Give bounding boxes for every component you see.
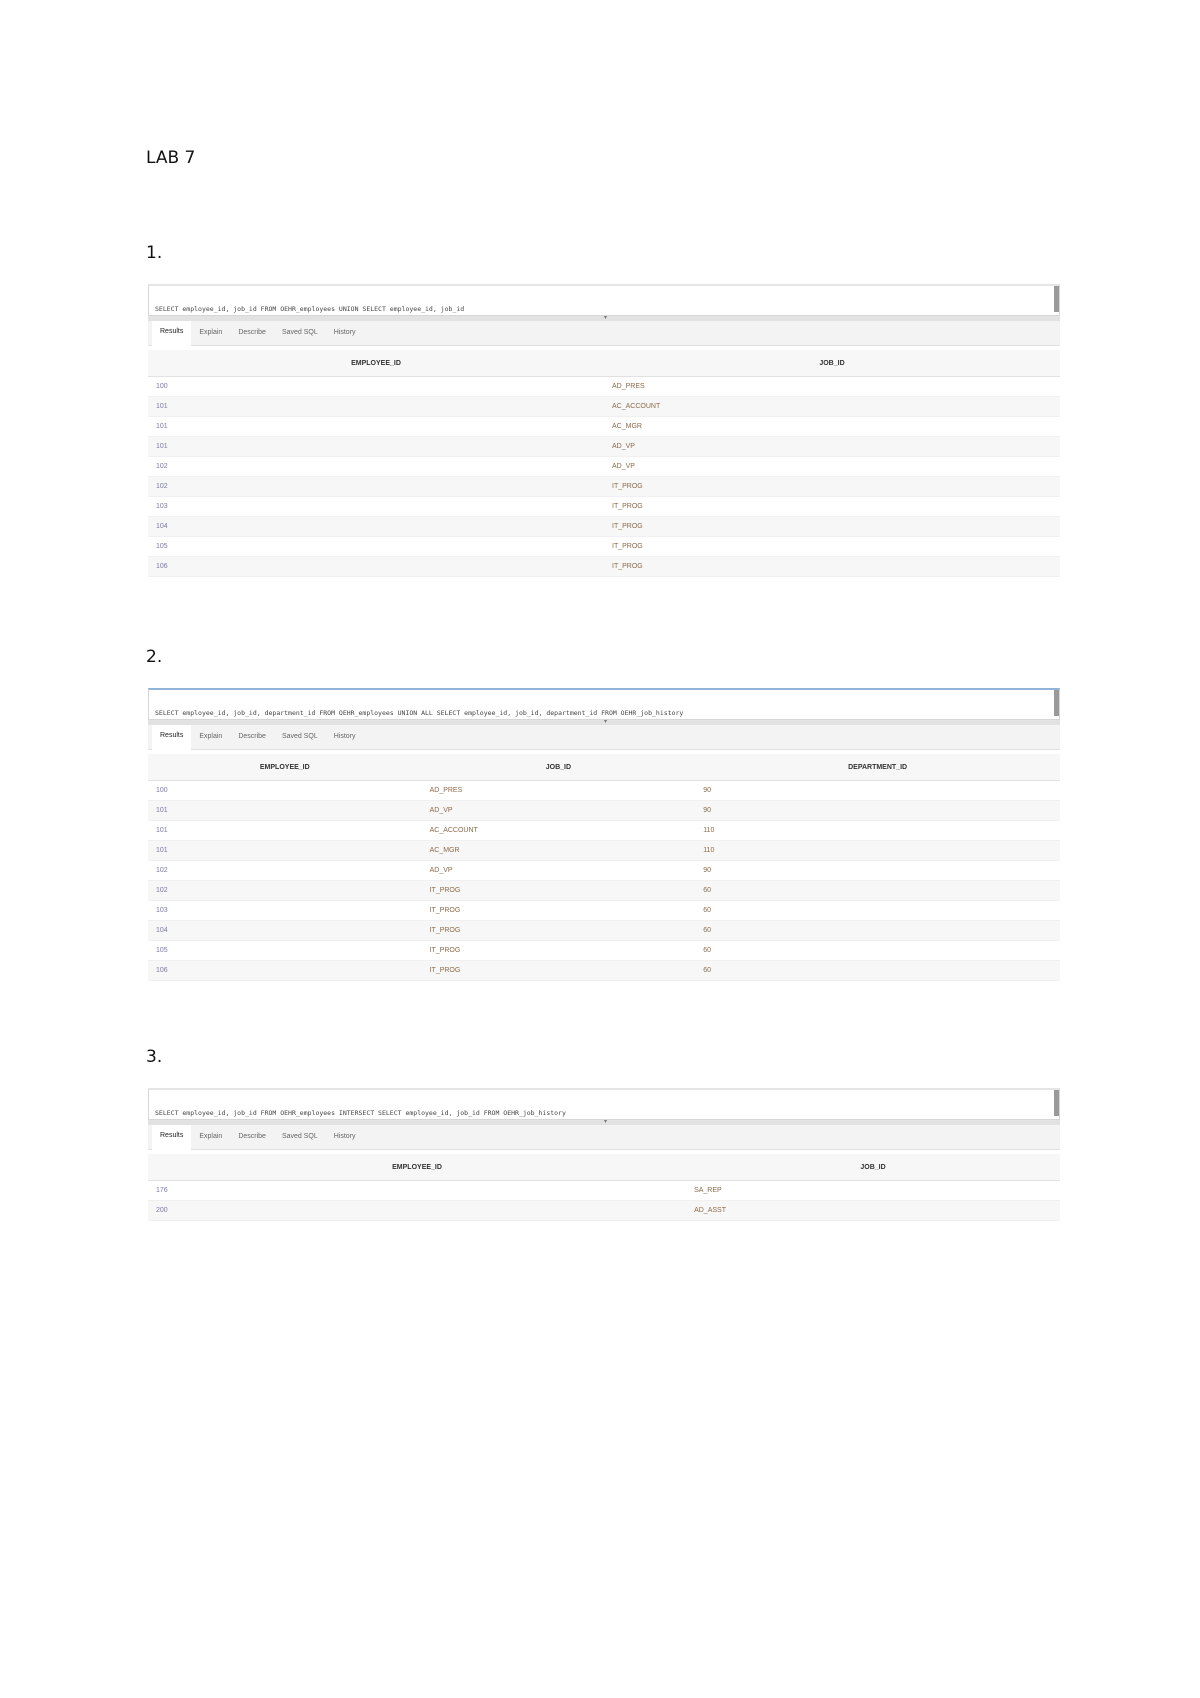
table-row	[148, 881, 1060, 901]
tab-results[interactable]: Results	[152, 320, 191, 346]
table-cell: IT_PROG	[422, 961, 696, 981]
table-cell: 101	[148, 801, 422, 821]
table-cell: 60	[695, 881, 1060, 901]
table-row	[148, 397, 1060, 417]
table-row	[148, 557, 1060, 577]
table-row	[148, 821, 1060, 841]
table-cell: 106	[148, 961, 422, 981]
table-cell: 106	[148, 557, 604, 577]
table-cell: 100	[148, 781, 422, 801]
column-header[interactable]: DEPARTMENT_ID	[695, 754, 1060, 781]
document-title: LAB 7	[146, 148, 196, 168]
table-row	[148, 497, 1060, 517]
tab-explain[interactable]: Explain	[199, 1133, 223, 1140]
table-row	[148, 801, 1060, 821]
tab-saved-sql[interactable]: Saved SQL	[281, 1133, 318, 1140]
table-cell: 102	[148, 477, 604, 497]
table-row	[148, 1181, 1060, 1201]
table-row	[148, 781, 1060, 801]
table-cell: AD_VP	[604, 457, 1060, 477]
table-cell: AD_PRES	[422, 781, 696, 801]
tab-history[interactable]: History	[333, 1133, 356, 1140]
editor-scrollbar[interactable]	[1054, 1090, 1059, 1116]
table-cell: AD_VP	[604, 437, 1060, 457]
table-cell: 101	[148, 437, 604, 457]
result-tabs	[148, 725, 1060, 750]
table-cell: IT_PROG	[422, 921, 696, 941]
table-row	[148, 961, 1060, 981]
tab-history[interactable]: History	[333, 329, 356, 336]
tab-describe[interactable]: Describe	[238, 1133, 266, 1140]
sql-line: SELECT employee_id, job_id, department_id FROM OEHR_employees UNION ALL SELECT employee_id, job_id, department_id FROM OEHR_job_history	[155, 709, 684, 717]
table-cell: SA_REP	[686, 1181, 1060, 1201]
table-cell: 103	[148, 497, 604, 517]
result-tabs	[148, 321, 1060, 346]
table-cell: IT_PROG	[604, 497, 1060, 517]
tab-saved-sql[interactable]: Saved SQL	[281, 329, 318, 336]
table-cell: 176	[148, 1181, 686, 1201]
table-cell: 110	[695, 821, 1060, 841]
tab-results[interactable]: Results	[152, 1124, 191, 1150]
table-row	[148, 841, 1060, 861]
table-cell: 90	[695, 801, 1060, 821]
table-cell: 104	[148, 921, 422, 941]
column-header[interactable]: EMPLOYEE_ID	[148, 350, 604, 377]
table-cell: 60	[695, 941, 1060, 961]
query-screenshot	[148, 688, 1060, 981]
sql-line: SELECT employee_id, job_id FROM OEHR_employees INTERSECT SELECT employee_id, job_id FROM OEHR_job_history	[155, 1109, 566, 1117]
table-row	[148, 437, 1060, 457]
table-row	[148, 517, 1060, 537]
table-cell: 101	[148, 841, 422, 861]
results-table	[148, 754, 1060, 981]
question-number: 3.	[146, 1047, 163, 1067]
table-cell: AC_MGR	[604, 417, 1060, 437]
table-cell: 200	[148, 1201, 686, 1221]
tab-explain[interactable]: Explain	[199, 329, 223, 336]
tab-describe[interactable]: Describe	[238, 329, 266, 336]
result-tabs	[148, 1125, 1060, 1150]
table-cell: 100	[148, 377, 604, 397]
column-header[interactable]: JOB_ID	[422, 754, 696, 781]
table-cell: AC_MGR	[422, 841, 696, 861]
table-row	[148, 901, 1060, 921]
table-cell: 102	[148, 881, 422, 901]
chevron-down-icon[interactable]: ▾	[604, 719, 608, 725]
table-row	[148, 377, 1060, 397]
table-cell: 90	[695, 861, 1060, 881]
table-cell: IT_PROG	[604, 517, 1060, 537]
column-header[interactable]: EMPLOYEE_ID	[148, 754, 422, 781]
table-cell: AD_PRES	[604, 377, 1060, 397]
chevron-down-icon[interactable]: ▾	[604, 1119, 608, 1125]
pane-splitter[interactable]	[148, 316, 1060, 321]
pane-splitter[interactable]	[148, 1120, 1060, 1125]
column-header[interactable]: JOB_ID	[604, 350, 1060, 377]
table-cell: 102	[148, 457, 604, 477]
table-cell: 101	[148, 417, 604, 437]
table-row	[148, 861, 1060, 881]
editor-scrollbar[interactable]	[1054, 690, 1059, 716]
table-cell: 60	[695, 901, 1060, 921]
table-row	[148, 921, 1060, 941]
table-cell: AC_ACCOUNT	[604, 397, 1060, 417]
table-cell: 102	[148, 861, 422, 881]
table-cell: 104	[148, 517, 604, 537]
tab-history[interactable]: History	[333, 733, 356, 740]
table-cell: IT_PROG	[604, 557, 1060, 577]
table-cell: AD_VP	[422, 801, 696, 821]
tab-describe[interactable]: Describe	[238, 733, 266, 740]
results-table	[148, 350, 1060, 577]
table-cell: 110	[695, 841, 1060, 861]
table-cell: 90	[695, 781, 1060, 801]
table-row	[148, 457, 1060, 477]
column-header[interactable]: JOB_ID	[686, 1154, 1060, 1181]
table-cell: IT_PROG	[422, 881, 696, 901]
query-screenshot	[148, 1088, 1060, 1221]
table-cell: 101	[148, 397, 604, 417]
results-table	[148, 1154, 1060, 1221]
tab-explain[interactable]: Explain	[199, 733, 223, 740]
table-row	[148, 941, 1060, 961]
table-row	[148, 537, 1060, 557]
table-cell: 101	[148, 821, 422, 841]
table-cell: AC_ACCOUNT	[422, 821, 696, 841]
table-cell: 60	[695, 921, 1060, 941]
chevron-down-icon[interactable]: ▾	[604, 315, 608, 321]
table-cell: IT_PROG	[604, 537, 1060, 557]
table-row	[148, 477, 1060, 497]
sql-line: SELECT employee_id, job_id FROM OEHR_employees UNION SELECT employee_id, job_id	[155, 305, 465, 313]
table-cell: AD_ASST	[686, 1201, 1060, 1221]
table-cell: 105	[148, 537, 604, 557]
table-cell: IT_PROG	[604, 477, 1060, 497]
table-cell: 103	[148, 901, 422, 921]
pane-splitter[interactable]	[148, 720, 1060, 725]
table-cell: 60	[695, 961, 1060, 981]
question-number: 2.	[146, 647, 163, 667]
sql-editor[interactable]	[148, 1088, 1060, 1120]
editor-scrollbar[interactable]	[1054, 286, 1059, 312]
tab-saved-sql[interactable]: Saved SQL	[281, 733, 318, 740]
query-screenshot	[148, 284, 1060, 577]
table-cell: 105	[148, 941, 422, 961]
table-cell: IT_PROG	[422, 941, 696, 961]
table-row	[148, 1201, 1060, 1221]
tab-results[interactable]: Results	[152, 724, 191, 750]
question-number: 1.	[146, 243, 163, 263]
sql-editor[interactable]	[148, 688, 1060, 720]
table-cell: IT_PROG	[422, 901, 696, 921]
column-header[interactable]: EMPLOYEE_ID	[148, 1154, 686, 1181]
table-row	[148, 417, 1060, 437]
sql-editor[interactable]	[148, 284, 1060, 316]
table-cell: AD_VP	[422, 861, 696, 881]
